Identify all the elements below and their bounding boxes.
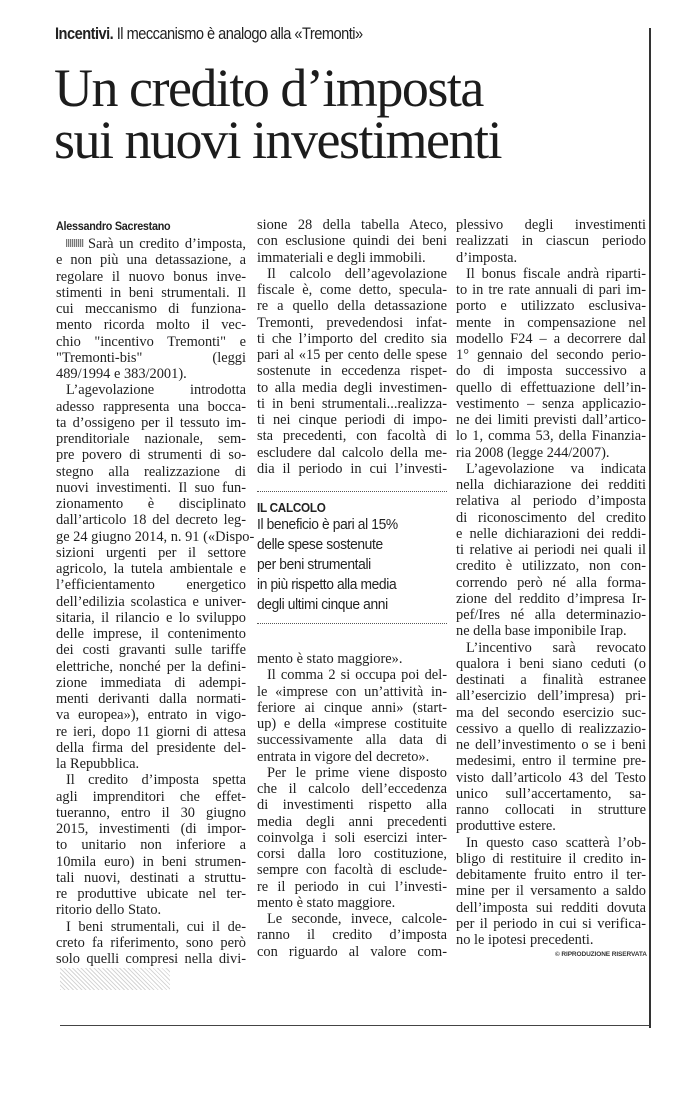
box-line: degli ultimi cinque anni — [257, 596, 388, 613]
text-line: ne dei limiti previsti dall’artico- — [456, 412, 646, 428]
kicker-label: Incentivi. — [55, 24, 114, 43]
text-line: mento è stato maggiore». — [257, 651, 403, 667]
text-line: mento ricorda molto il vec- — [56, 317, 246, 334]
text-line: do di imposta successivo a — [456, 363, 646, 380]
text-line: debitamente fruito entro il ter- — [456, 867, 646, 883]
text-line: dei costi gravanti sulle tariffe — [56, 642, 246, 659]
text-line: sizioni urgenti per il settore — [56, 544, 246, 561]
article-column-3 — [456, 217, 646, 948]
text-line: prenditoriale nazionale, sem- — [56, 431, 246, 447]
text-line: L’incentivo sarà revocato — [466, 639, 646, 656]
text-line: L’agevolazione introdotta — [66, 382, 246, 399]
text-line: re ieri, dopo 11 giorni di attesa — [56, 723, 246, 740]
text-line: media degli anni precedenti — [257, 813, 447, 830]
text-line: ne dell’investimento o se i beni — [456, 737, 646, 753]
box-line: Il beneficio è pari al 15% — [257, 516, 398, 533]
text-line: va europea»), entrato in vigo- — [56, 707, 246, 724]
text-line: ranno collocati in strutture — [456, 802, 646, 818]
text-line: cui meccanismo di funziona- — [56, 301, 246, 317]
text-line: successivamente alla data di — [257, 732, 447, 749]
text-line: pef/Ires né alla determinazio- — [456, 607, 646, 623]
headline-line-2: sui nuovi investimenti — [54, 110, 501, 170]
text-line: vestimento – senza applicazio- — [456, 395, 646, 412]
box-line: delle spese sostenute — [257, 536, 383, 553]
text-line: re produttive ubicate nel ter- — [56, 886, 246, 902]
text-line: ma del secondo esercizio suc- — [456, 704, 646, 721]
text-line: sostenute in eccedenza rispet- — [257, 363, 447, 380]
text-line: che il calcolo dell’eccedenza — [257, 781, 447, 797]
text-line: Il bonus fiscale andrà riparti- — [466, 265, 646, 282]
text-line: creto fa riferimento, sono però — [56, 934, 246, 951]
text-line: ti che l’importo del credito sia — [257, 330, 447, 347]
text-line: ranno il credito d’imposta — [257, 927, 447, 944]
text-line: solo quelli compresi nella divi- — [56, 951, 246, 967]
article-column-2-top — [257, 217, 447, 477]
box-title: IL CALCOLO — [257, 500, 326, 515]
text-line — [56, 236, 246, 252]
text-line: qualora i beni siano ceduti (o — [456, 655, 646, 672]
text-line: Il comma 2 si occupa poi del- — [267, 667, 447, 684]
text-line: nella dichiarazione dei redditi — [456, 477, 646, 493]
text-line: dell’imposta sui redditi dovuta — [456, 899, 646, 916]
text-line: produttive estere. — [456, 818, 556, 835]
text-line: ti relative ai periodi nei quali il — [456, 542, 646, 558]
text-line: Il calcolo dell’agevolazione — [267, 265, 447, 282]
text-line: sitaria, il rilancio e lo sviluppo — [56, 609, 246, 626]
text-line: correndo però né alla forma- — [456, 574, 646, 591]
text-line: immateriali e degli immobili. — [257, 249, 426, 266]
text-line: della firma del presidente del- — [56, 739, 246, 756]
text-line: to alla media degli investimen- — [257, 379, 447, 396]
article-headline — [54, 58, 501, 170]
text-line: plessivo degli investimenti — [456, 217, 646, 233]
text-line: zione del reddito d’impresa Ir- — [456, 590, 646, 607]
text-line: 1° gennaio del secondo perio- — [456, 347, 646, 363]
text-line: no le ipotesi precedenti. — [456, 932, 594, 948]
text-line: visto dall’articolo 43 del Testo — [456, 769, 646, 786]
text-line: chio "incentivo Tremonti" e — [56, 333, 246, 350]
text-line: lo 1, comma 53, della Finanzia- — [456, 428, 646, 445]
text-line: to in tre rate annuali di pari im- — [456, 282, 646, 298]
text-line: ria 2008 (legge 244/2007). — [456, 444, 610, 461]
text-line: pre povero di strumenti di so- — [56, 447, 246, 464]
text-line: re a quello della detassazione — [257, 298, 447, 315]
text-line: Il credito d’imposta spetta — [66, 772, 246, 789]
text-line: I beni strumentali, cui il de- — [66, 918, 246, 935]
text-line: cessivo a quello di realizzazio- — [456, 720, 646, 737]
page-border-bottom — [60, 1025, 649, 1026]
text-line: coinvolga i soli esercizi inter- — [257, 829, 447, 846]
author-byline: Alessandro Sacrestano — [56, 219, 171, 233]
text-line: porto e utilizzato esclusiva- — [456, 298, 646, 315]
text-line: agricolo, la tutela ambientale e — [56, 561, 246, 577]
text-line: le «imprese con un’attività in- — [257, 683, 447, 700]
text-line: Le seconde, invece, calcole- — [267, 911, 447, 927]
text-line: nuovi investimenti. Il suo fun- — [56, 479, 246, 496]
text-line: dia il periodo in cui l’investi- — [257, 460, 447, 477]
text-line: tali nuovi, destinati a struttu- — [56, 869, 246, 886]
text-line: ritorio dello Stato. — [56, 902, 162, 919]
text-line: "Tremonti-bis" (leggi — [56, 349, 246, 366]
text-line: 489/1994 e 383/2001). — [56, 366, 187, 382]
text-line: l’efficientamento energetico — [56, 577, 246, 594]
text-line: realizzati in ciascun periodo — [456, 233, 646, 250]
text-line: entrata in vigore del decreto». — [257, 748, 430, 765]
box-line: per beni strumentali — [257, 556, 371, 573]
text-line: e nelle dichiarazioni dei reddi- — [456, 525, 646, 542]
text-line: re il periodo in cui l’investi- — [257, 878, 447, 895]
text-line: ge 24 giugno 2014, n. 91 («Dispo- — [56, 528, 255, 545]
text-line: pari al «15 per cento delle spese — [257, 347, 447, 363]
text-line: 2015, investimenti (di impor- — [56, 821, 246, 837]
text-line: sempre con facoltà di esclude- — [257, 862, 447, 879]
text-line: e non più una detassazione, a — [56, 252, 246, 269]
text-line: Tremonti, prevedendosi infat- — [257, 314, 447, 331]
text-line: d’imposta. — [456, 249, 518, 266]
text-line: ti in beni strumentali...realizza- — [257, 395, 447, 412]
text-line: In questo caso scatterà l’ob- — [466, 834, 646, 851]
text-line: unico sull’accertamento, sa- — [456, 785, 646, 802]
text-line: fiscale è, come detto, specula- — [257, 282, 447, 298]
box-line: in più rispetto alla media — [257, 576, 397, 593]
text-line: destinati a finalità estranee — [456, 672, 646, 688]
text-line: regolare il nuovo bonus inve- — [56, 268, 246, 285]
text-line: ne della base imponibile Irap. — [456, 623, 627, 640]
text-line: relativa al periodo d’imposta — [456, 493, 646, 510]
text-line: escludere dal calcolo della me- — [257, 444, 447, 461]
text-line: per il periodo in cui si verifica- — [456, 915, 646, 932]
text-line: mente in compensazione nel — [456, 314, 646, 331]
text-line: L’agevolazione va indicata — [466, 460, 646, 477]
text-line: all’esercizio dell’impresa) pri- — [456, 688, 646, 705]
text-line: corsi dalla loro costituzione, — [257, 846, 447, 862]
text-line: feriore ai cinque anni» (start- — [257, 699, 447, 716]
text-line: quello di effettuazione dell’in- — [456, 379, 646, 396]
lead-text: Sarà un credito d’imposta, — [88, 236, 246, 252]
text-line: menti derivanti dalla normati- — [56, 691, 246, 707]
kicker-text: Il meccanismo è analogo alla «Tremonti» — [113, 24, 363, 43]
text-line: stegno alla realizzazione di — [56, 463, 246, 480]
text-line: modello F24 – a decorrere dal — [456, 330, 646, 347]
text-line: mento è stato maggiore. — [257, 894, 396, 911]
sidebar-box-il-calcolo — [257, 491, 447, 624]
text-line: agli imprenditori che effet- — [56, 788, 246, 805]
text-line: stimenti in beni strumentali. Il — [56, 284, 246, 301]
text-line: ta d’ossigeno per il tessuto im- — [56, 414, 246, 431]
text-line: con esclusione quindi dei beni — [257, 233, 447, 250]
text-line: credito è utilizzato, non con- — [456, 558, 646, 575]
text-line: mine per il versamento a saldo — [456, 883, 646, 900]
article-column-1 — [56, 236, 255, 967]
text-line: la Repubblica. — [56, 756, 140, 772]
text-line: sione 28 della tabella Ateco, — [257, 217, 447, 233]
copyright-notice: © RIPRODUZIONE RISERVATA — [555, 951, 647, 958]
text-line: Per le prime viene disposto — [267, 764, 447, 781]
text-line: dall’articolo 18 del decreto leg- — [56, 512, 246, 529]
text-line: bligo di restituire il credito in- — [456, 850, 646, 867]
scan-noise-smudge — [60, 968, 170, 990]
text-line: di investimenti rispetto alla — [257, 797, 447, 814]
text-line: medesimi, entro il termine pre- — [456, 753, 646, 770]
text-line: di riconoscimento del credito — [456, 509, 646, 526]
text-line: 10mila euro) in beni strumen- — [56, 853, 246, 870]
text-line: dell’edilizia scolastica e univer- — [56, 593, 246, 610]
text-line: adesso rappresenta una bocca- — [56, 398, 246, 415]
text-line: to unitario non inferiore a — [56, 837, 246, 854]
lead-marker-icon — [66, 239, 84, 247]
text-line: elettriche, nonché per la defini- — [56, 658, 246, 675]
article-kicker — [55, 24, 363, 44]
text-line: delle imprese, il contenimento — [56, 626, 246, 642]
page-border-right — [649, 28, 651, 1028]
article-column-2-bottom — [257, 651, 447, 960]
text-line: ti nei cinque periodi di impo- — [257, 412, 447, 428]
text-line: sta precedenti, con facoltà di — [257, 428, 447, 445]
text-line: up) e della «imprese costituite — [257, 716, 447, 732]
text-line: zione immediata di adempi- — [56, 674, 246, 691]
text-line: con riguardo al valore com- — [257, 943, 447, 960]
text-line: zionamento è disciplinato — [56, 496, 246, 512]
text-line: tueranno, entro il 30 giugno — [56, 804, 246, 821]
headline-line-1: Un credito d’imposta — [54, 58, 483, 118]
